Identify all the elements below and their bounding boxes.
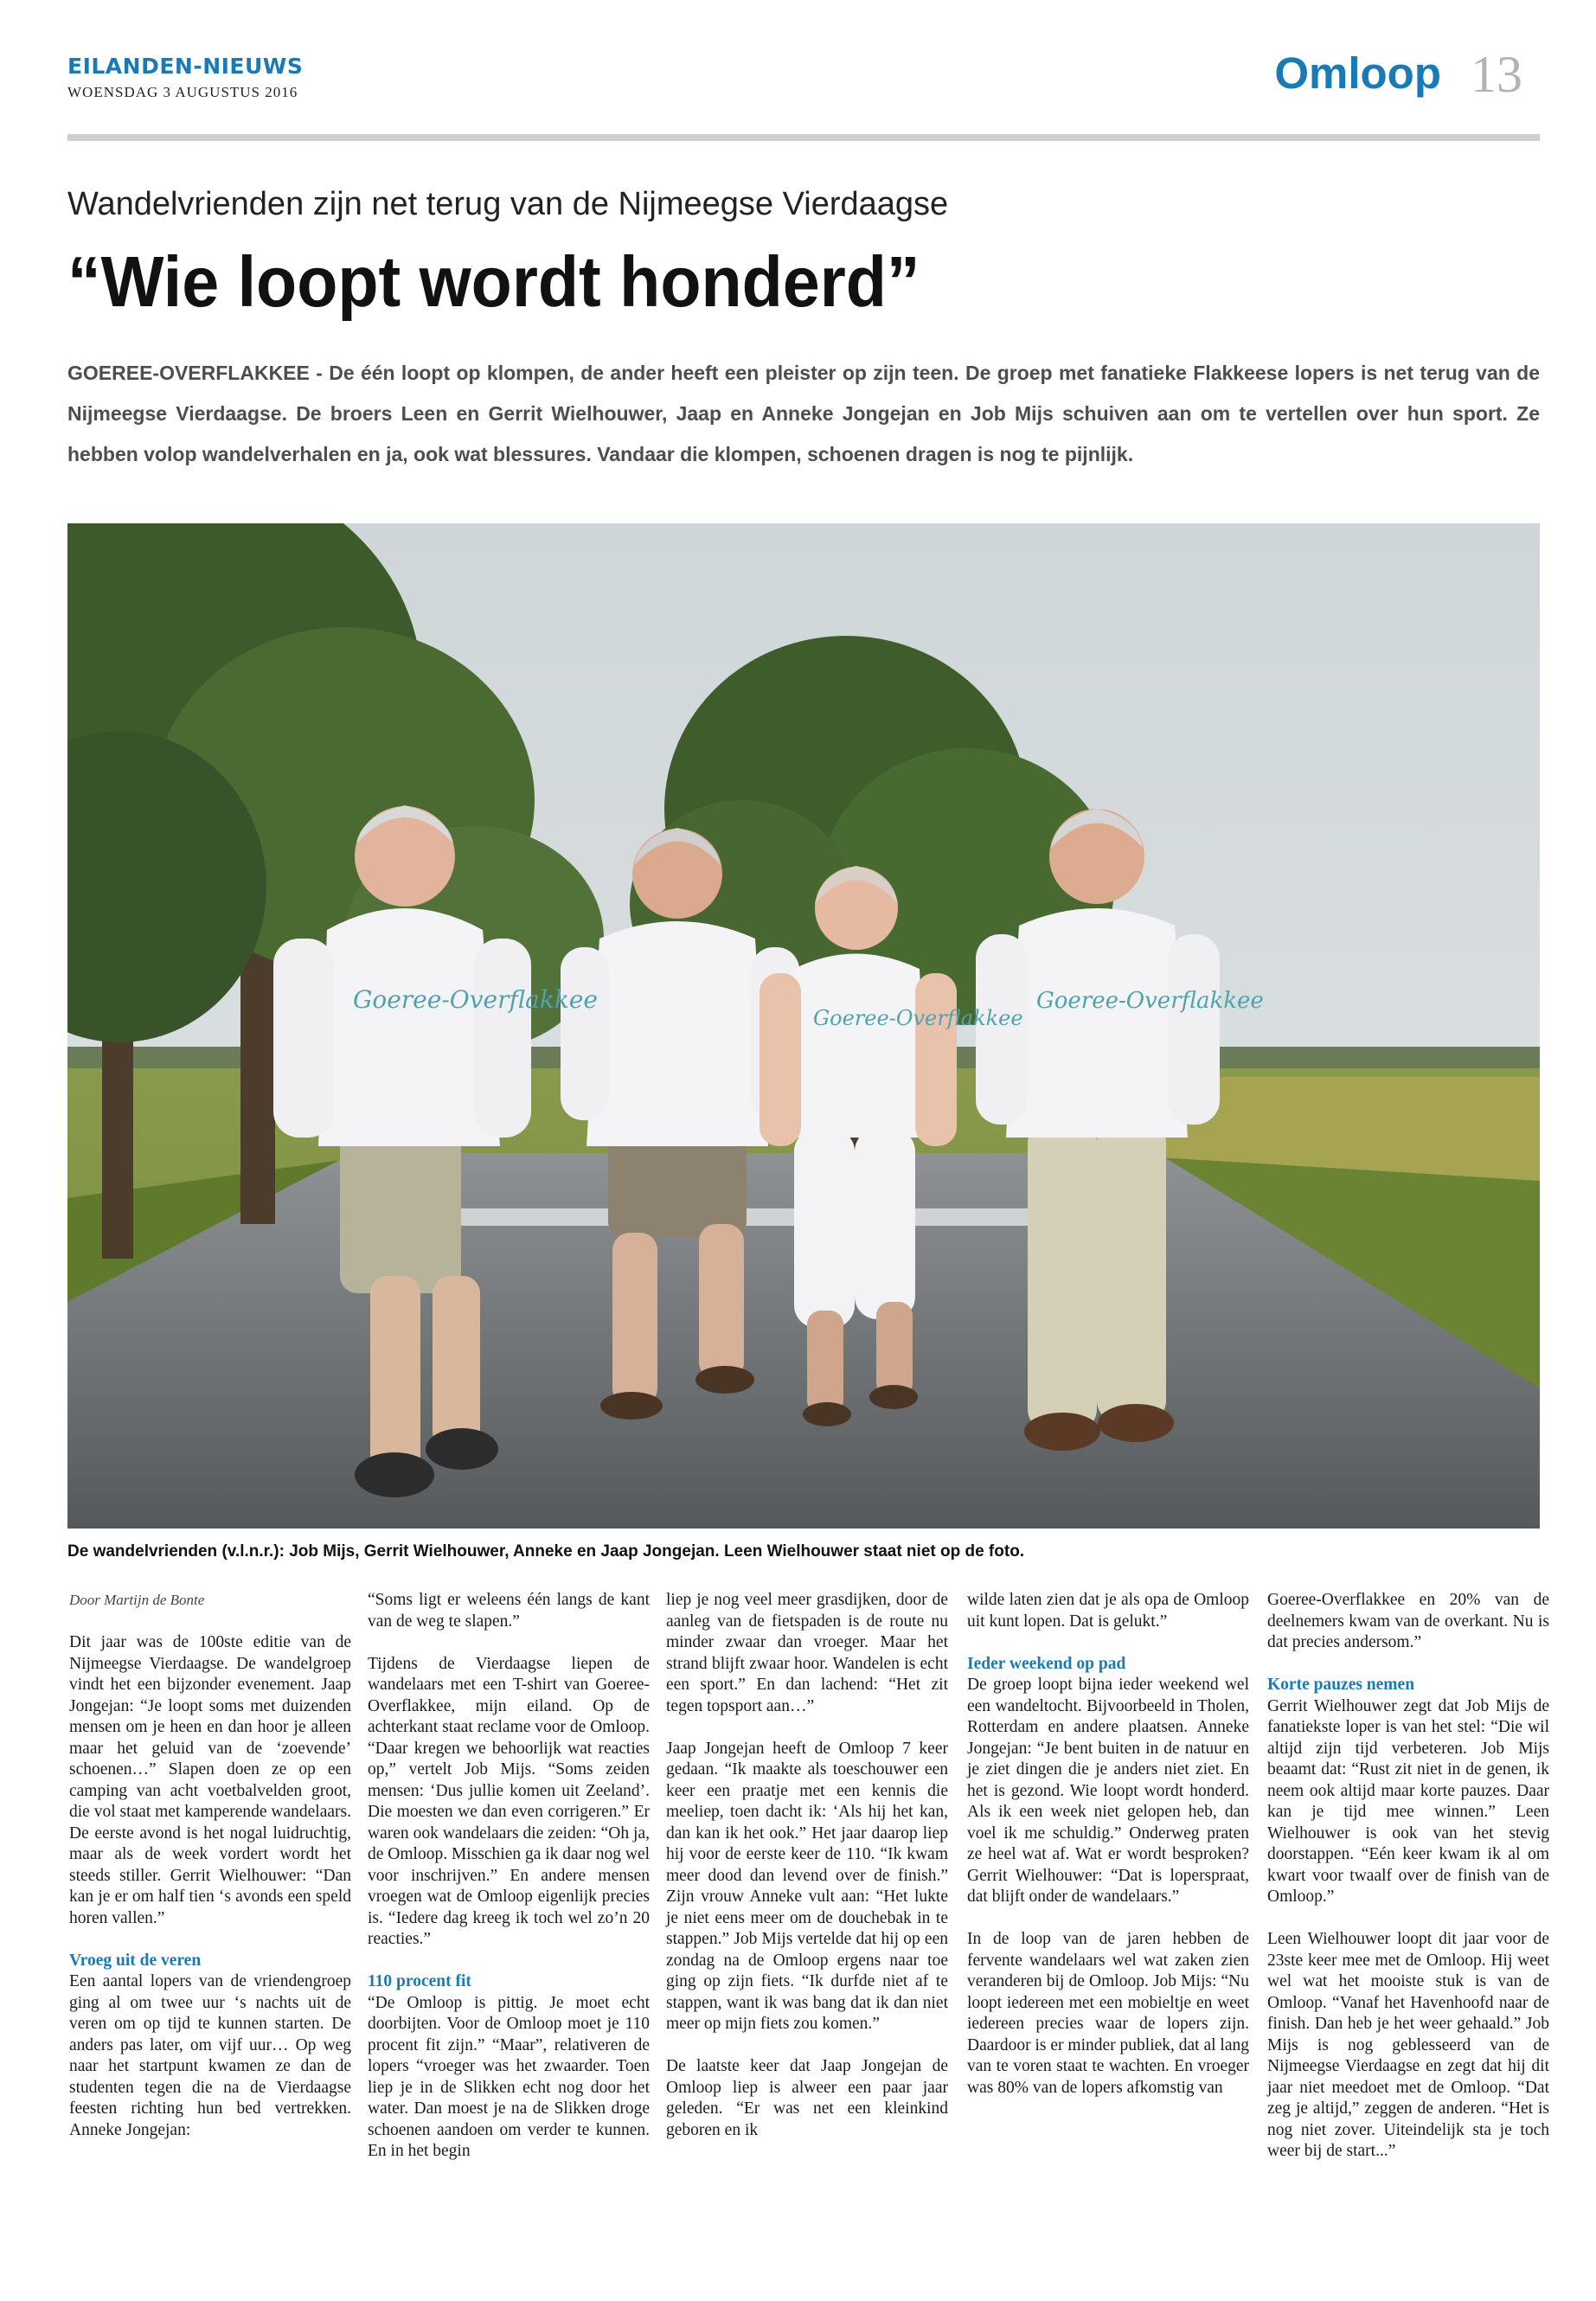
subheading: 110 procent fit	[368, 1972, 471, 1990]
page-number: 13	[1471, 46, 1522, 103]
photo-caption: De wandelvrienden (v.l.n.r.): Job Mijs, Gerrit Wielhouwer, Anneke en Jaap Jongejan. Leen Wielhouwer staat niet op de foto.	[67, 1542, 1025, 1561]
shirt-print: Goeree-Overflakkee	[813, 1006, 1023, 1030]
shirt-print: Goeree-Overflakkee	[1036, 988, 1264, 1014]
article-byline: Door Martijn de Bonte	[69, 1592, 205, 1608]
paragraph: wilde laten zien dat je als opa de Omloop uit kunt lopen. Dat is gelukt.”	[967, 1591, 1249, 1631]
article-column-3	[666, 1590, 948, 2141]
article-column-2	[368, 1590, 650, 2163]
paragraph: Een aantal lopers van de vriendengroep ging al om twee uur ‘s nachts uit de veren om op tijd te kunnen starten. De anders pas later, om vijf uur… Op weg naar het startpunt kwamen ze dan de studenten tegen die na de Vierdaagse feesten richting hun bed vertrekken. Anneke Jongejan:	[69, 1972, 351, 2139]
article-intro: GOEREE-OVERFLAKKEE - De één loopt op klompen, de ander heeft een pleister op zijn teen. De groep met fanatieke Flakkeese lopers is net terug van de Nijmeegse Vierdaagse. De broers Leen en Gerrit Wielhouwer, Jaap en Anneke Jongejan en Job Mijs schuiven aan om te vertellen over hun sport. Ze hebben volop wandelverhalen en ja, ook wat blessures. Vandaar die klompen, schoenen dragen is nog te pijnlijk.	[67, 362, 1540, 465]
subheading: Korte pauzes nemen	[1267, 1676, 1415, 1694]
paragraph: Goeree-Overflakkee en 20% van de deelnemers kwam van de overkant. Nu is dat precies andersom.”	[1267, 1591, 1549, 1651]
issue-date: WOENSDAG 3 AUGUSTUS 2016	[67, 84, 298, 100]
subheading: Ieder weekend op pad	[967, 1654, 1126, 1673]
subheading: Vroeg uit de veren	[69, 1951, 202, 1970]
newspaper-brand-logo: EILANDEN-NIEUWS	[67, 54, 304, 79]
section-title: Omloop	[1274, 48, 1441, 98]
article-column-4	[967, 1590, 1249, 2099]
paragraph: De groep loopt bijna ieder weekend wel een wandeltocht. Bijvoorbeeld in Tholen, Rotterdam en andere plaatsen. Anneke Jongejan: “Je bent buiten in de natuur en je ziet dingen die je anders niet ziet. En het is gezond. Wie loopt wordt honderd. Als ik een week niet gelopen heb, dan voel ik me schuldig.” Onderweg praten ze heel wat af. Wat er wordt besproken? Gerrit Wielhouwer: “Dat is loperspraat, dat blijft onder de wandelaars.”	[967, 1676, 1249, 1906]
paragraph: “De Omloop is pittig. Je moet echt doorbijten. Voor de Omloop moet je 110 procent fit zijn.” “Maar”, relativeren de lopers “vroeger was het zwaarder. Toen liep je in de Slikken echt nog door het water. Dan moest je na de Slikken droge schoenen aandoen om verder te kunnen. En in het begin	[368, 1993, 650, 2160]
article-photo	[67, 523, 1540, 1529]
header-rule	[67, 134, 1540, 141]
article-headline: “Wie loopt wordt honderd”	[67, 241, 920, 322]
paragraph: Jaap Jongejan heeft de Omloop 7 keer gedaan. “Ik maakte als toeschouwer een keer een praatje met een kennis die meeliep, toen dacht ik: ‘Als hij het kan, dan kan ik het ook.” Het jaar daarop liep hij voor de eerste keer de 110. “Ik kwam meer dood dan levend over de finish.” Zijn vrouw Anneke vult aan: “Het lukte je niet eens meer om de douchebak in te stappen.” Job Mijs vertelde dat hij op een zondag na de Omloop ergens naar toe ging op zijn fiets. “Ik durfde niet af te stappen, want ik was bang dat ik dan niet meer op mijn fiets zou komen.”	[666, 1739, 948, 2033]
paragraph: Tijdens de Vierdaagse liepen de wandelaars met een T-shirt van Goeree-Overflakkee, mijn eiland. Op de achterkant staat reclame voor de Omloop. “Daar kregen we behoorlijk wat reacties op,” vertelt Job Mijs. “Soms zeiden mensen: ‘Dus jullie komen uit Zeeland’. Die moesten we dan even corrigeren.” Er waren ook wandelaars die zeiden: “Oh ja, de Omloop. Misschien ga ik daar nog wel voor inschrijven.” En andere mensen vroegen wat de Omloop eigenlijk precies is. “Iedere dag kreeg ik toch wel zo’n 20 reacties.”	[368, 1654, 651, 1948]
paragraph: De laatste keer dat Jaap Jongejan de Omloop liep is alweer een paar jaar geleden. “Er was net een kleinkind geboren en ik	[666, 2057, 948, 2139]
article-column-5	[1267, 1590, 1549, 2163]
article-column-1	[69, 1590, 351, 2141]
paragraph: In de loop van de jaren hebben de fervente wandelaars wel wat zaken zien veranderen bij de Omloop. Job Mijs: “Nu loopt iedereen met een mobieltje en weet iedereen precies waar de lopers zijn. Daardoor is er minder publiek, dat al lang van te voren staat te wachten. En vroeger was 80% van de lopers afkomstig van	[967, 1930, 1249, 2097]
paragraph: “Soms ligt er weleens één langs de kant van de weg te slapen.”	[368, 1591, 650, 1631]
paragraph: liep je nog veel meer grasdijken, door de aanleg van de fietspaden is de route nu minder zwaar dan vroeger. Maar het strand blijft zwaar hoor. Wandelen is echt een sport.” En dan lachend: “Het zit tegen topsport aan…”	[666, 1591, 948, 1715]
paragraph: Dit jaar was de 100ste editie van de Nijmeegse Vierdaagse. De wandelgroep vindt het een bijzonder evenement. Jaap Jongejan: “Je loopt soms met duizenden mensen om je heen en dan hoor je alleen maar het geluid van de ‘zoevende’ schoenen…” Slapen doen ze op een camping van acht voetbalvelden groot, die vol staat met kamperende wandelaars. De eerste avond is het nogal luidruchtig, maar als de week vordert wordt het steeds stiller. Gerrit Wielhouwer: “Dan kan je er om half tien ‘s avonds een speld horen vallen.”	[69, 1633, 351, 1927]
shirt-print: Goeree-Overflakkee	[353, 985, 598, 1014]
paragraph: Leen Wielhouwer loopt dit jaar voor de 23ste keer mee met de Omloop. Hij weet wel wat het mooiste stuk is van de Omloop. “Vanaf het Havenhoofd naar de finish. Dan heb je het weer gehaald.” Job Mijs is nog geblesseerd van de Nijmeegse Vierdaagse en zegt dat hij dit jaar niet meedoet met de Omloop. “Dat zeg je altijd,” zeggen de anderen. “Het is nog niet zover. Uiteindelijk sta je toch weer bij de start...”	[1267, 1930, 1549, 2160]
paragraph: Gerrit Wielhouwer zegt dat Job Mijs de fanatiekste loper is van het stel: “Die wil altijd zijn tijd verbeteren. Job Mijs beaamt dat: “Rust zit niet in de genen, ik neem ook altijd maar korte pauzes. Daar kan je tijd mee winnen.” Leen Wielhouwer is ook van het stevig doorstappen. “Eén keer kwam ik al om kwart voor twaalf over de finish van de Omloop.”	[1267, 1696, 1549, 1906]
article-kicker: Wandelvrienden zijn net terug van de Nijmeegse Vierdaagse	[67, 186, 949, 222]
